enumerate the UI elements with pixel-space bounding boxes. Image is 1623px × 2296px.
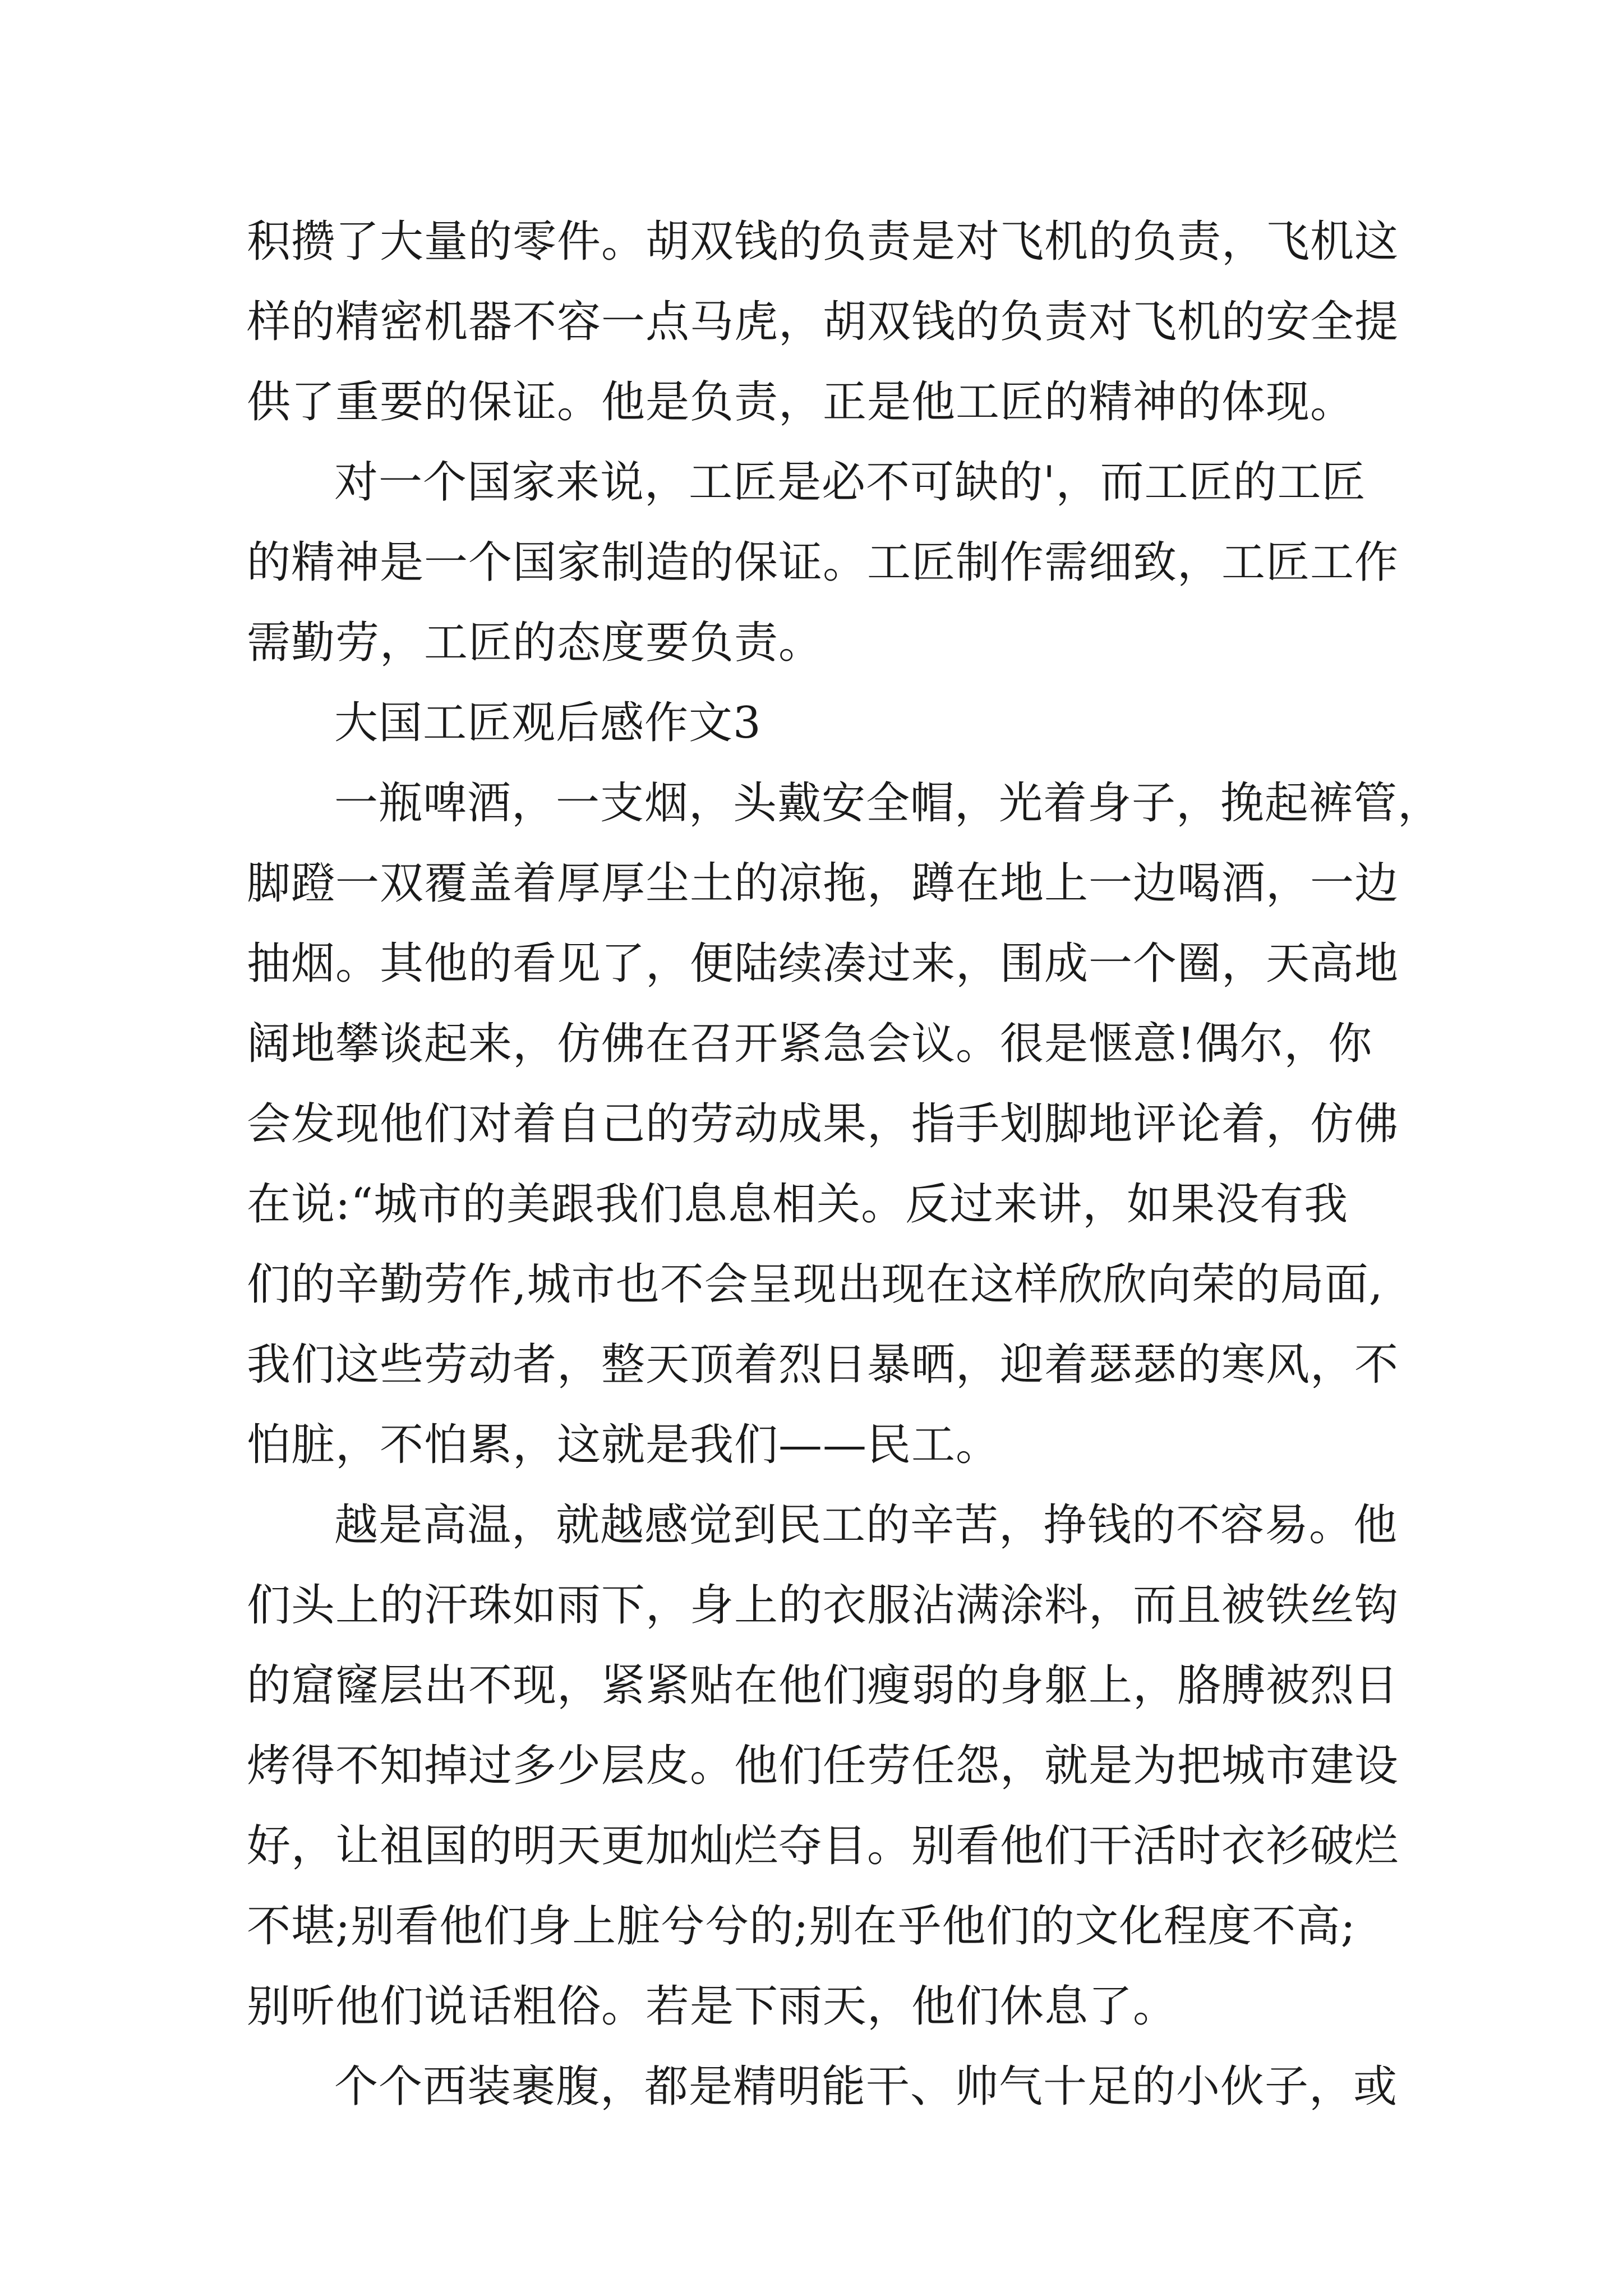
text-line: 的窟窿层出不现，紧紧贴在他们瘦弱的身躯上，胳膊被烈日 bbox=[247, 1660, 1399, 1711]
text-line: 不堪;别看他们身上脏兮兮的;别在乎他们的文化程度不高; bbox=[247, 1901, 1356, 1952]
text-line: 的精神是一个国家制造的保证。工匠制作需细致，工匠工作 bbox=[247, 537, 1399, 588]
text-line: 在说:“城市的美跟我们息息相关。反过来讲，如果没有我 bbox=[247, 1179, 1349, 1230]
text-line: 样的精密机器不容一点马虎，胡双钱的负责对飞机的安全提 bbox=[247, 297, 1399, 347]
text-line: 大国工匠观后感作文3 bbox=[334, 698, 762, 748]
text-line: 越是高温，就越感觉到民工的辛苦，挣钱的不容易。他 bbox=[334, 1500, 1398, 1550]
text-line: 们头上的汗珠如雨下，身上的衣服沾满涂料，而且被铁丝钩 bbox=[247, 1580, 1399, 1631]
text-line: 供了重要的保证。他是负责，正是他工匠的精神的体现。 bbox=[247, 377, 1355, 427]
text-line: 阔地攀谈起来，仿佛在召开紧急会议。很是惬意!偶尔，你 bbox=[247, 1019, 1373, 1069]
text-line: 积攒了大量的零件。胡双钱的负责是对飞机的负责，飞机这 bbox=[247, 217, 1399, 267]
text-line: 一瓶啤酒，一支烟，头戴安全帽，光着身子，挽起裤管， bbox=[334, 778, 1442, 829]
text-line: 我们这些劳动者，整天顶着烈日暴晒，迎着瑟瑟的寒风，不 bbox=[247, 1340, 1399, 1390]
text-line: 怕脏，不怕累，这就是我们——民工。 bbox=[247, 1420, 1000, 1470]
text-line: 好，让祖国的明天更加灿烂夺目。别看他们干活时衣衫破烂 bbox=[247, 1821, 1399, 1871]
text-line: 需勤劳，工匠的态度要负责。 bbox=[247, 618, 823, 668]
text-line: 烤得不知掉过多少层皮。他们任劳任怨，就是为把城市建设 bbox=[247, 1741, 1399, 1791]
text-line: 抽烟。其他的看见了，便陆续凑过来，围成一个圈，天高地 bbox=[247, 938, 1399, 989]
text-line: 个个西装裹腹，都是精明能干、帅气十足的小伙子，或 bbox=[334, 2062, 1398, 2112]
text-line: 们的辛勤劳作,城市也不会呈现出现在这样欣欣向荣的局面, bbox=[247, 1259, 1384, 1310]
text-line: 对一个国家来说，工匠是必不可缺的'，而工匠的工匠 bbox=[334, 457, 1366, 508]
text-line: 别听他们说话粗俗。若是下雨天，他们休息了。 bbox=[247, 1981, 1178, 2032]
document-body bbox=[247, 202, 1442, 2127]
text-line: 会发现他们对着自己的劳动成果，指手划脚地评论着，仿佛 bbox=[247, 1099, 1399, 1149]
text-line: 脚蹬一双覆盖着厚厚尘土的凉拖，蹲在地上一边喝酒，一边 bbox=[247, 858, 1399, 909]
